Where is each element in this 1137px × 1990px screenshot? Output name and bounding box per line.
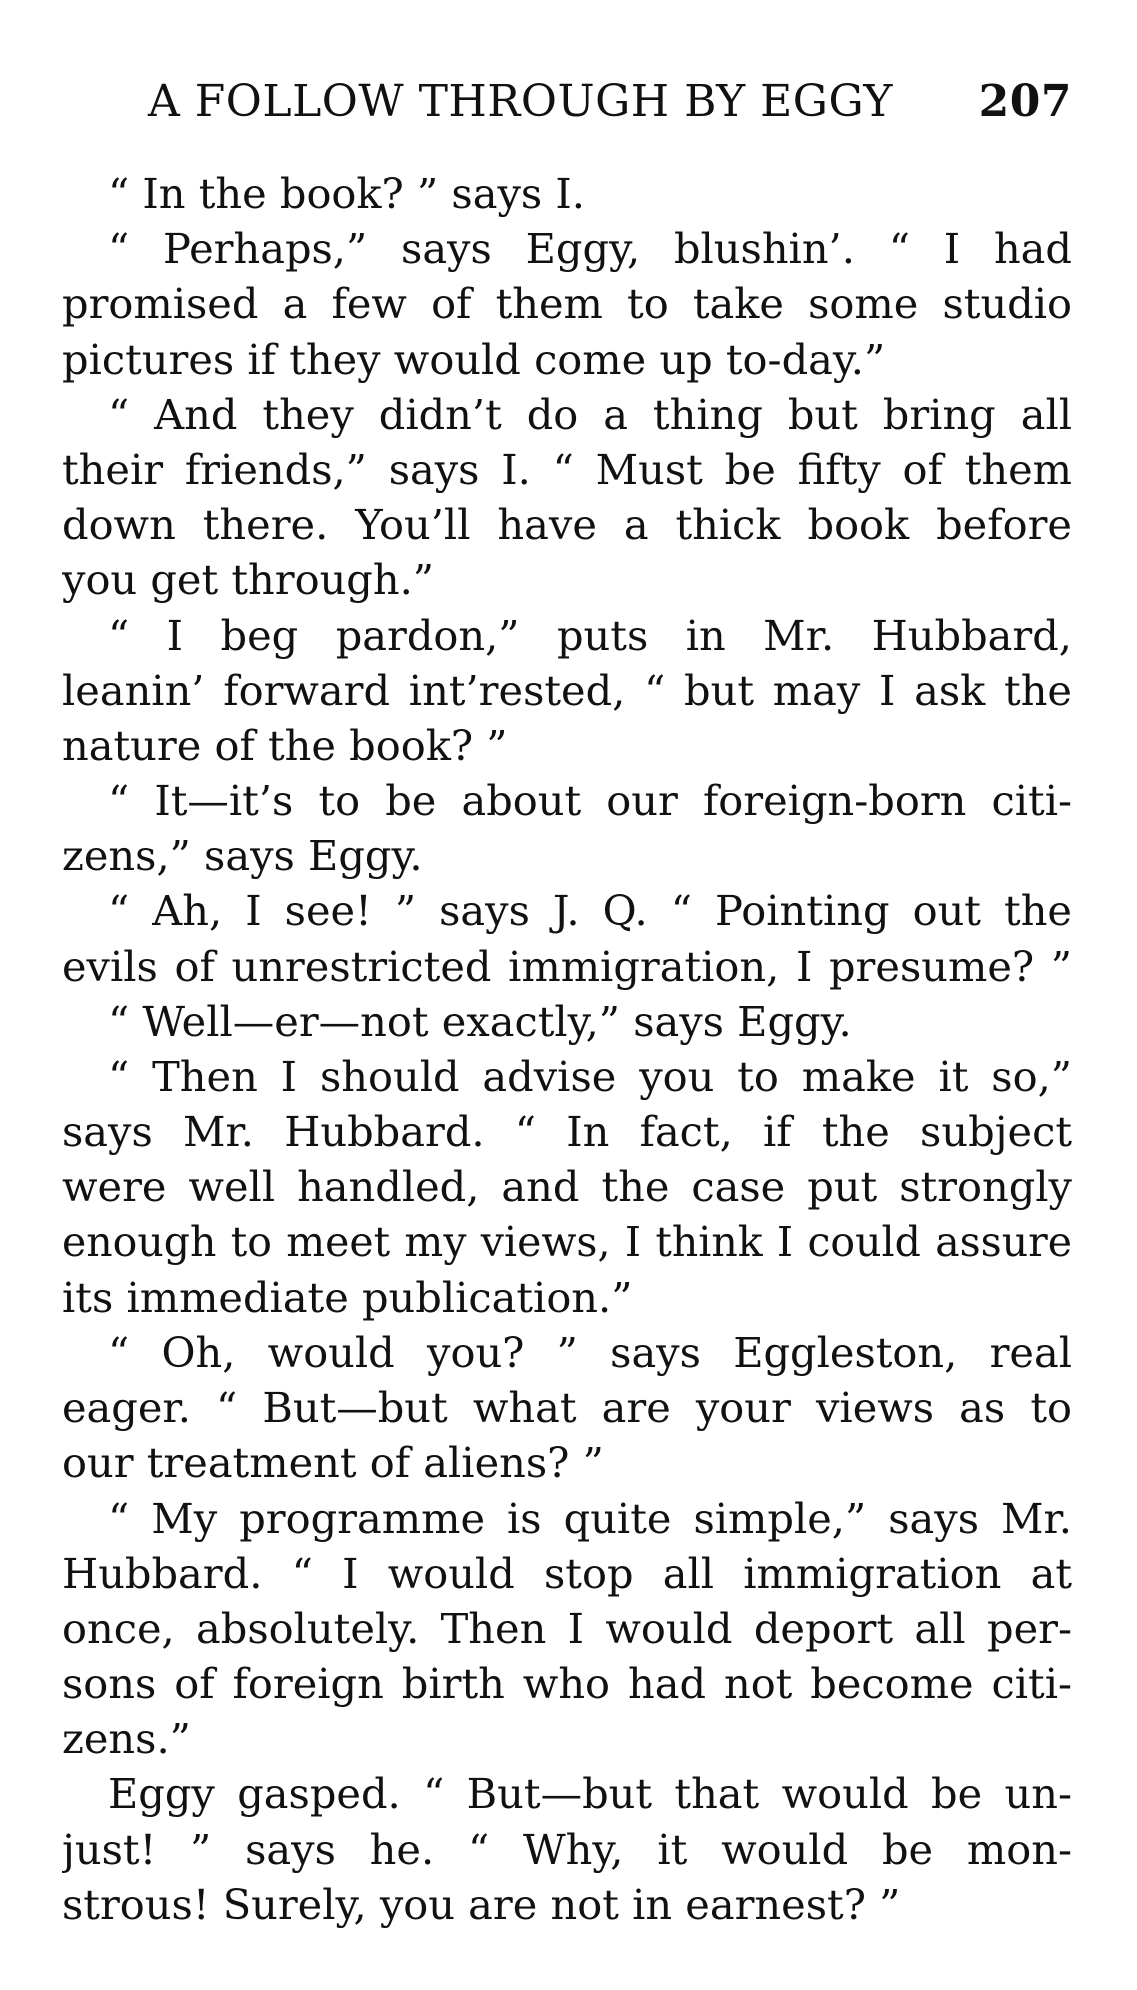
text-line: strous! Surely, you are not in earnest? ” bbox=[62, 1879, 901, 1929]
text-line: “ Ah, I see! ” says J. Q. “ Pointing out the bbox=[108, 886, 1072, 936]
text-line: “ Then I should advise you to make it so,” bbox=[108, 1052, 1072, 1101]
text-line: “ I beg pardon,” puts in Mr. Hubbard, bbox=[108, 610, 1072, 660]
text-line: our treatment of aliens? ” bbox=[62, 1438, 604, 1488]
text-line: “ And they didn’t do a thing but bring all bbox=[108, 389, 1072, 439]
running-title: A FOLLOW THROUGH BY EGGY bbox=[148, 76, 893, 127]
text-line: “ My programme is quite simple,” says Mr. bbox=[108, 1493, 1072, 1543]
text-line: pictures if they would come up to-day.” bbox=[62, 334, 886, 384]
text-line: Eggy gasped. “ But—but that would be un- bbox=[108, 1769, 1072, 1819]
page-number: 207 bbox=[978, 76, 1072, 127]
text-line: were well handled, and the case put strongly bbox=[62, 1162, 1072, 1212]
text-line: Hubbard. “ I would stop all immigration at bbox=[62, 1548, 1072, 1598]
text-line: zens,” says Eggy. bbox=[62, 831, 423, 881]
text-line: once, absolutely. Then I would deport all per- bbox=[62, 1603, 1072, 1653]
text-line: promised a few of them to take some studio bbox=[62, 279, 1072, 329]
text-line: “ Oh, would you? ” says Eggleston, real bbox=[108, 1327, 1072, 1377]
text-line: enough to meet my views, I think I could assure bbox=[62, 1217, 1072, 1266]
text-line: sons of foreign birth who had not become citi- bbox=[62, 1659, 1072, 1709]
body-text bbox=[62, 166, 1072, 1932]
text-line: leanin’ forward int’rested, “ but may I ask the bbox=[62, 665, 1072, 715]
text-line: evils of unrestricted immigration, I presume? ” bbox=[62, 941, 1072, 991]
text-line: “ Perhaps,” says Eggy, blushin’. “ I had bbox=[108, 224, 1072, 274]
text-line: just! ” says he. “ Why, it would be mon- bbox=[62, 1824, 1072, 1874]
text-line: “ In the book? ” says I. bbox=[108, 169, 585, 218]
text-line: eager. “ But—but what are your views as to bbox=[62, 1383, 1072, 1433]
text-line: you get through.” bbox=[62, 555, 435, 605]
text-line: “ Well—er—not exactly,” says Eggy. bbox=[108, 996, 852, 1046]
text-line: their friends,” says I. “ Must be fifty of them bbox=[62, 444, 1072, 494]
page-header bbox=[140, 74, 1072, 130]
text-line: its immediate publication.” bbox=[62, 1272, 633, 1322]
text-line: says Mr. Hubbard. “ In fact, if the subject bbox=[62, 1107, 1072, 1157]
text-line: down there. You’ll have a thick book before bbox=[62, 500, 1072, 550]
text-line: zens.” bbox=[62, 1714, 191, 1764]
text-line: nature of the book? ” bbox=[62, 720, 508, 770]
text-line: “ It—it’s to be about our foreign-born citi- bbox=[108, 776, 1072, 826]
